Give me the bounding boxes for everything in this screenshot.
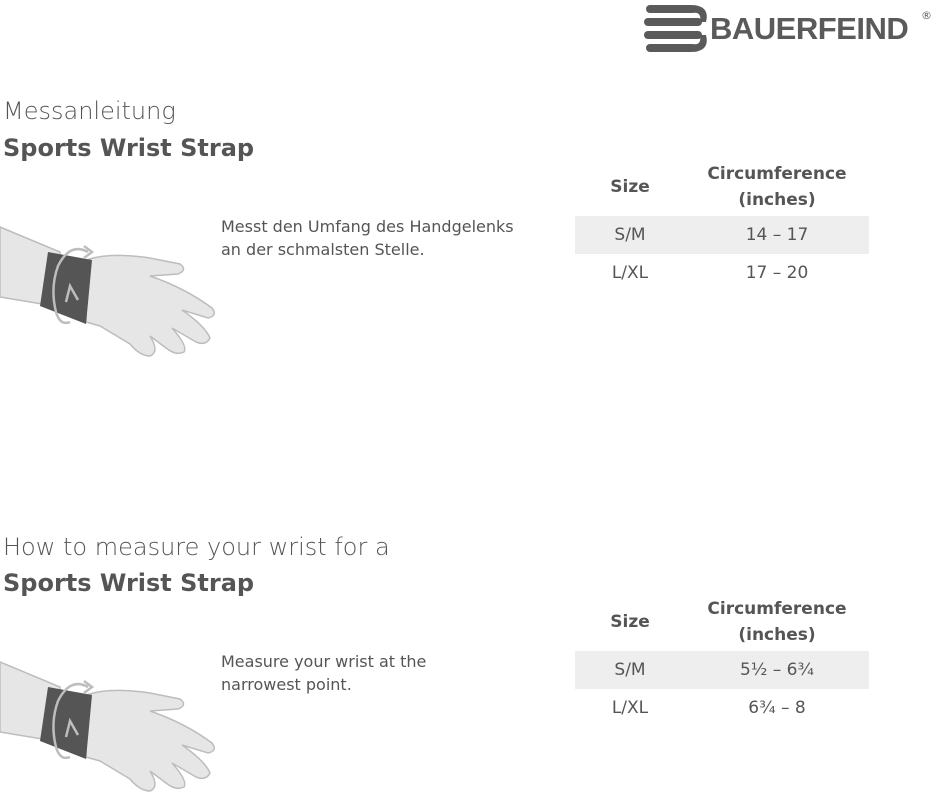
circumference-cell: 14 – 17 bbox=[685, 216, 869, 254]
table-header-row bbox=[575, 593, 869, 651]
circumference-cell: 17 – 20 bbox=[745, 263, 809, 283]
table-row bbox=[575, 689, 869, 727]
bauerfeind-logo-mark bbox=[644, 3, 710, 55]
wrist-measure-illustration bbox=[0, 222, 220, 362]
section-1-title: Messanleitung bbox=[3, 97, 176, 125]
wrist-measure-illustration bbox=[0, 657, 220, 797]
size-column-header: Size bbox=[610, 612, 650, 632]
table-row bbox=[575, 216, 869, 254]
registered-mark: ® bbox=[921, 9, 932, 22]
section-2-title: How to measure your wrist for a bbox=[3, 533, 390, 561]
size-column-header: Size bbox=[610, 177, 650, 197]
size-cell: L/XL bbox=[611, 698, 649, 718]
brand-name: BAUERFEIND bbox=[710, 11, 909, 46]
table-header-row bbox=[575, 158, 869, 216]
section-1-product-name: Sports Wrist Strap bbox=[3, 134, 255, 162]
circumference-column-header: Circumference (inches) bbox=[707, 164, 847, 210]
size-cell: S/M bbox=[575, 216, 685, 254]
section-1-size-table bbox=[575, 158, 869, 292]
section-2-instruction: Measure your wrist at the narrowest point. bbox=[221, 652, 427, 694]
section-2-size-table bbox=[575, 593, 869, 727]
size-cell: L/XL bbox=[611, 263, 649, 283]
section-2-product-name: Sports Wrist Strap bbox=[3, 569, 255, 597]
size-cell: S/M bbox=[575, 651, 685, 689]
bauerfeind-logo bbox=[640, 3, 935, 55]
circumference-cell: 6¾ – 8 bbox=[748, 698, 806, 718]
table-row bbox=[575, 254, 869, 292]
table-row bbox=[575, 651, 869, 689]
section-1-instruction: Messt den Umfang des Handgelenks an der schmalsten Stelle. bbox=[221, 217, 514, 259]
circumference-cell: 5½ – 6¾ bbox=[685, 651, 869, 689]
circumference-column-header: Circumference (inches) bbox=[707, 599, 847, 645]
